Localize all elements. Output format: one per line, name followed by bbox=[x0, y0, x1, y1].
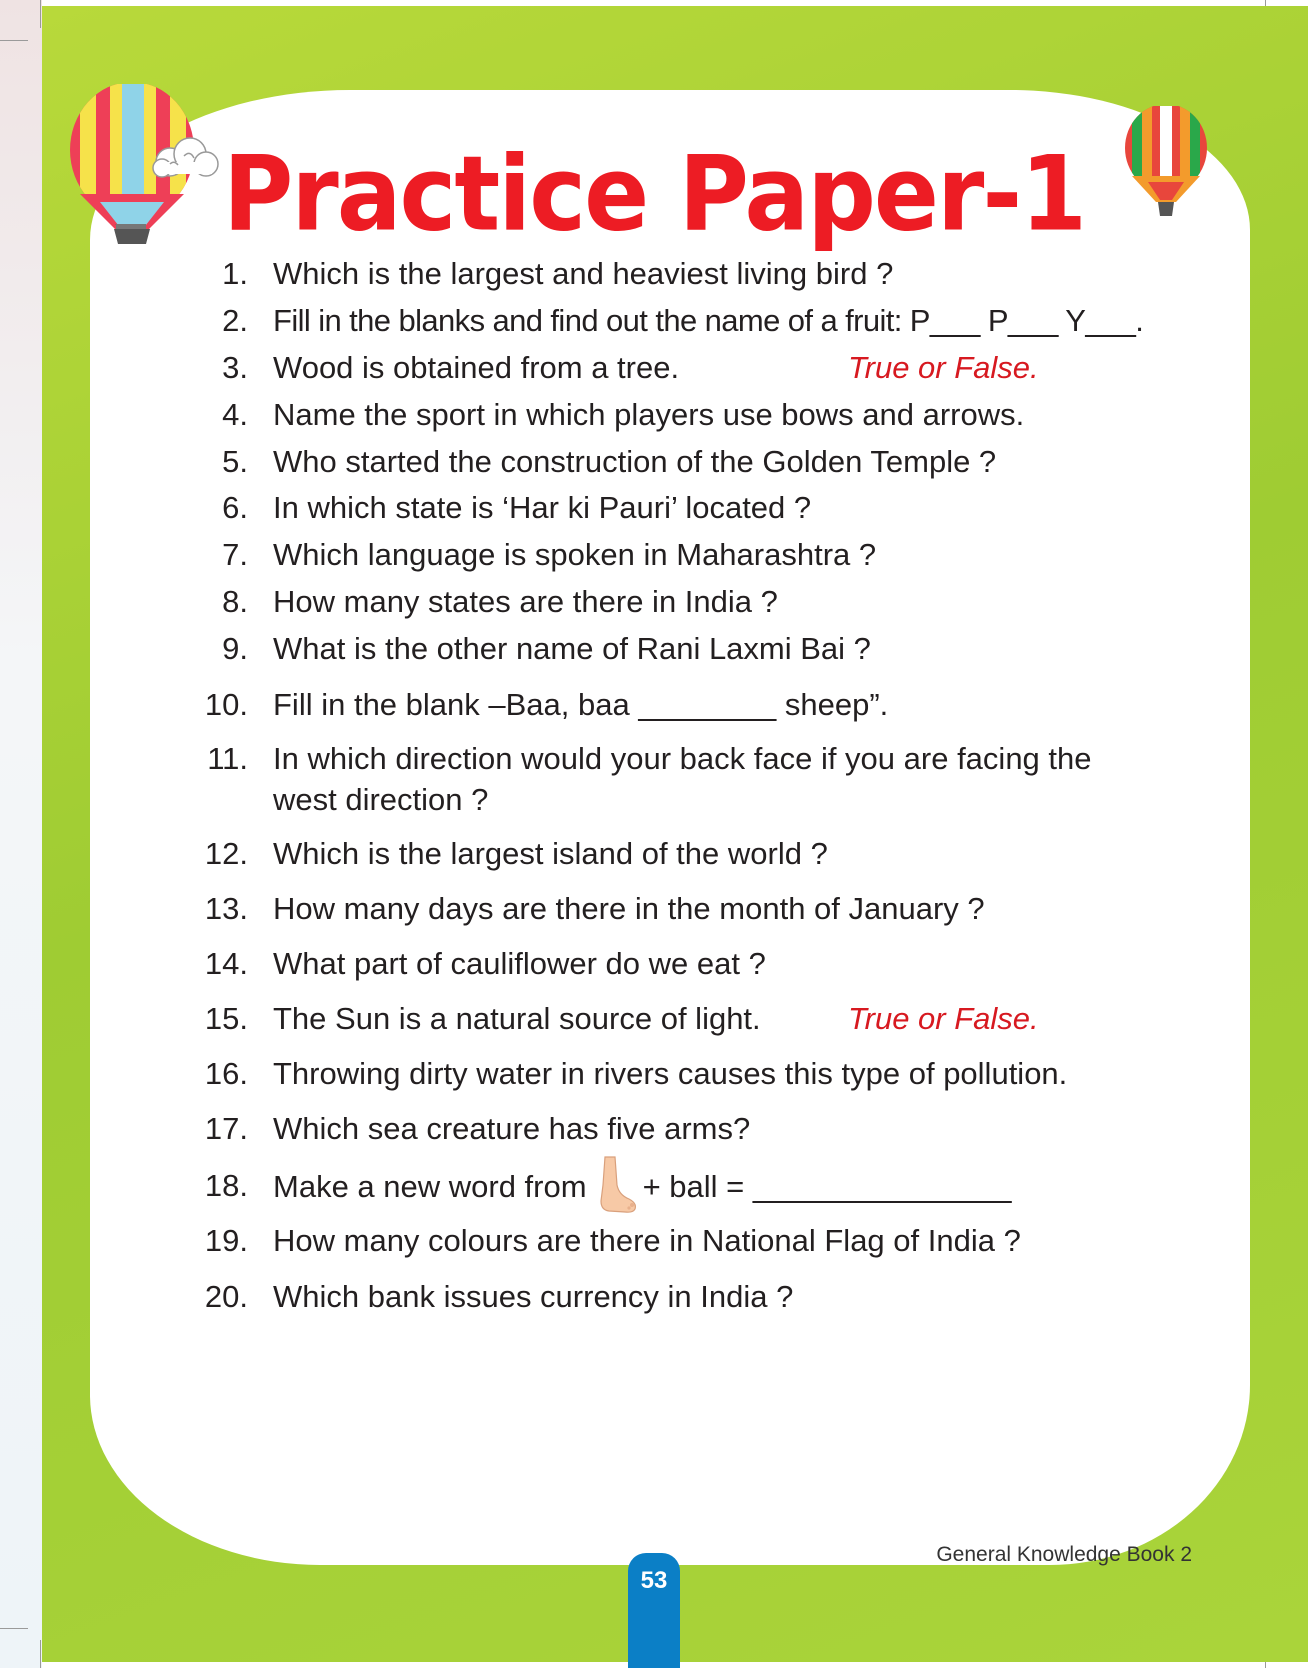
question-text: Which language is spoken in Maharashtra ? bbox=[273, 537, 877, 572]
book-title-footer: General Knowledge Book 2 bbox=[936, 1543, 1192, 1566]
question-text: In which state is ‘Har ki Pauri’ located ? bbox=[273, 490, 812, 525]
question-number: 1. bbox=[222, 256, 248, 291]
question-text bbox=[273, 738, 1203, 820]
question-number: 3. bbox=[222, 350, 248, 385]
page-number: 53 bbox=[640, 1567, 668, 1594]
question-text: What part of cauliflower do we eat ? bbox=[273, 946, 766, 981]
question-text: How many days are there in the month of January ? bbox=[273, 891, 985, 926]
question-text-before: Make a new word from bbox=[273, 1169, 587, 1205]
question-number: 11. bbox=[207, 741, 248, 776]
foot-icon bbox=[595, 1155, 637, 1213]
question-number: 18. bbox=[204, 1168, 248, 1203]
question-text: Wood is obtained from a tree. bbox=[273, 350, 680, 385]
question-text: Throwing dirty water in rivers causes this type of pollution. bbox=[273, 1056, 1068, 1091]
page-title: Practice Paper-1 bbox=[223, 133, 1085, 255]
question-text-line: west direction ? bbox=[273, 782, 489, 817]
question-number: 9. bbox=[222, 631, 248, 666]
true-false-note: True or False. bbox=[848, 350, 1039, 385]
crop-mark bbox=[40, 0, 41, 28]
true-false-note: True or False. bbox=[848, 1001, 1039, 1036]
page-number-tab bbox=[628, 1553, 680, 1668]
question-number: 5. bbox=[222, 444, 248, 479]
question-number: 17. bbox=[204, 1111, 248, 1146]
question-number: 20. bbox=[204, 1279, 248, 1314]
crop-mark bbox=[0, 1628, 28, 1629]
question-text-line: In which direction would your back face if you are facing the bbox=[273, 741, 1092, 776]
question-text: How many states are there in India ? bbox=[273, 584, 778, 619]
question-number: 2. bbox=[222, 303, 248, 338]
question-number: 6. bbox=[222, 490, 248, 525]
question-number: 16. bbox=[204, 1056, 248, 1091]
question-number: 19. bbox=[204, 1223, 248, 1258]
question-text: How many colours are there in National Flag of India ? bbox=[273, 1223, 1021, 1258]
question-text: Which bank issues currency in India ? bbox=[273, 1279, 794, 1314]
crop-mark bbox=[0, 40, 28, 41]
question-number: 13. bbox=[204, 891, 248, 926]
question-text: What is the other name of Rani Laxmi Bai ? bbox=[273, 631, 871, 666]
question-text: The Sun is a natural source of light. bbox=[273, 1001, 761, 1036]
question-text: Name the sport in which players use bows and arrows. bbox=[273, 397, 1025, 432]
question-text: Which is the largest island of the world ? bbox=[273, 836, 828, 871]
question-text bbox=[273, 1165, 1203, 1213]
crop-mark bbox=[40, 1640, 41, 1668]
question-number: 4. bbox=[222, 397, 248, 432]
question-text: Fill in the blanks and find out the name of a fruit: P___ P___ Y___. bbox=[273, 303, 1144, 338]
question-text: Which sea creature has five arms? bbox=[273, 1111, 751, 1146]
question-number: 8. bbox=[222, 584, 248, 619]
question-number: 12. bbox=[204, 836, 248, 871]
question-number: 7. bbox=[222, 537, 248, 572]
question-text: Who started the construction of the Golden Temple ? bbox=[273, 444, 997, 479]
question-number: 15. bbox=[204, 1001, 248, 1036]
question-text-after: + ball = _______________ bbox=[642, 1169, 1012, 1205]
question-text: Which is the largest and heaviest living bird ? bbox=[273, 256, 894, 291]
question-number: 14. bbox=[204, 946, 248, 981]
question-text: Fill in the blank –Baa, baa ________ sheep”. bbox=[273, 687, 889, 722]
question-number: 10. bbox=[204, 687, 248, 722]
